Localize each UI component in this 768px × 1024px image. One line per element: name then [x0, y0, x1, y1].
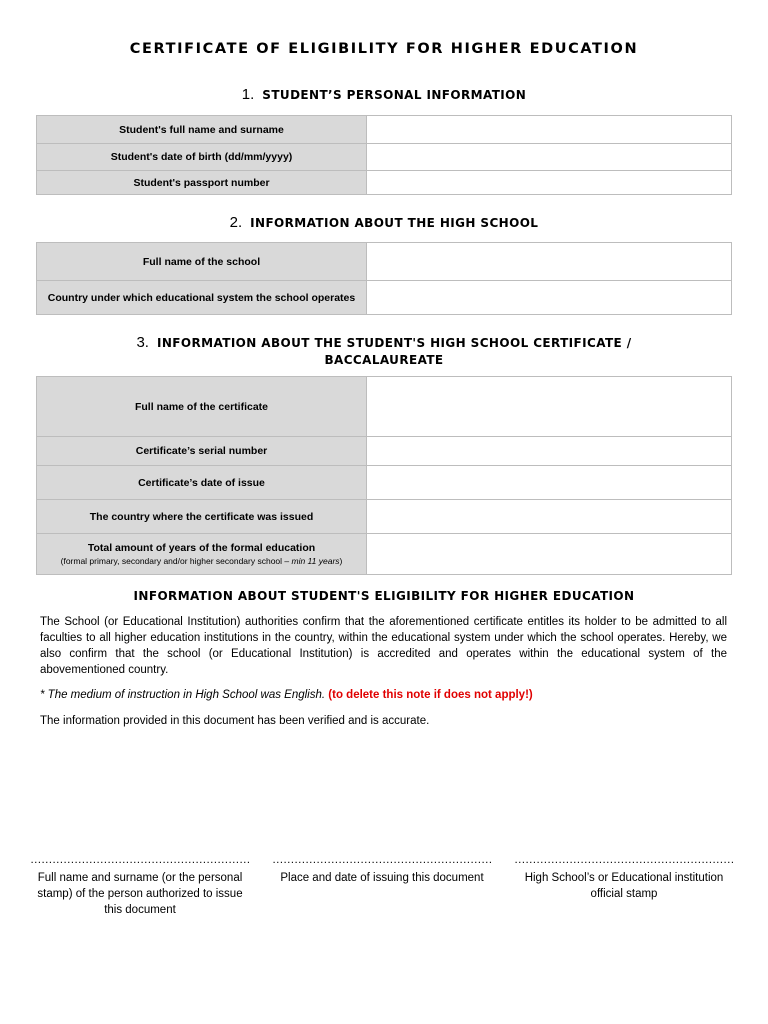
- field-label: Certificate’s serial number: [37, 437, 367, 466]
- signature-block-official-stamp: [514, 852, 734, 902]
- years-note-prefix: (formal primary, secondary and/or higher secondary school –: [60, 556, 292, 566]
- years-note: [43, 556, 360, 566]
- table-row: [37, 500, 732, 534]
- signature-line: ……………………………………………………: [514, 854, 734, 866]
- eligibility-paragraph: The School (or Educational Institution) authorities confirm that the aforementioned certificate entitles its holder to be admitted to all faculties to all higher education institutions in the country, within the educational system under which the school operates. Hereby, we also confirm that the school (or Educational Institution) is accredited and operates within the educational system of the abovementioned country.: [40, 616, 727, 676]
- table-row: [37, 534, 732, 575]
- signature-line: ……………………………………………………: [272, 854, 492, 866]
- section-3-heading: [0, 334, 768, 367]
- signature-block-place-date: [272, 852, 492, 886]
- signature-caption: Full name and surname (or the personal stamp) of the person authorized to issue this document: [37, 872, 243, 916]
- passport-number-field[interactable]: [367, 171, 732, 195]
- signature-caption: Place and date of issuing this document: [280, 872, 484, 884]
- field-label: Student's date of birth (dd/mm/yyyy): [37, 144, 367, 171]
- field-label: [37, 534, 367, 575]
- field-label: Certificate’s date of issue: [37, 466, 367, 500]
- full-name-field[interactable]: [367, 116, 732, 144]
- medium-note: [40, 687, 727, 703]
- section-2-heading: [0, 214, 768, 231]
- section-2-number: 2.: [229, 214, 243, 231]
- table-row: [37, 243, 732, 281]
- section-1-title: STUDENT’S PERSONAL INFORMATION: [262, 88, 527, 102]
- table-row: [37, 144, 732, 171]
- eligibility-heading: INFORMATION ABOUT STUDENT'S ELIGIBILITY FOR HIGHER EDUCATION: [133, 589, 635, 603]
- school-name-field[interactable]: [367, 243, 732, 281]
- field-label: Full name of the school: [37, 243, 367, 281]
- personal-info-table: [36, 115, 732, 195]
- table-row: [37, 377, 732, 437]
- school-country-field[interactable]: [367, 281, 732, 315]
- table-row: [37, 116, 732, 144]
- years-note-suffix: ): [339, 556, 343, 566]
- years-label: Total amount of years of the formal education: [87, 542, 316, 554]
- section-3-number: 3.: [136, 334, 149, 351]
- section-3-title-line1: INFORMATION ABOUT THE STUDENT'S HIGH SCHOOL CERTIFICATE /: [156, 336, 632, 350]
- section-1-number: 1.: [241, 86, 255, 103]
- years-note-min: min 11 years: [291, 556, 340, 566]
- table-row: [37, 437, 732, 466]
- date-of-birth-field[interactable]: [367, 144, 732, 171]
- medium-note-text: * The medium of instruction in High School was English.: [40, 689, 326, 701]
- delete-note-text: (to delete this note if does not apply!): [328, 689, 533, 701]
- signature-block-authorized-person: [30, 852, 250, 918]
- section-1-heading: [0, 86, 768, 103]
- signature-line: ……………………………………………………: [30, 854, 250, 866]
- field-label: The country where the certificate was issued: [37, 500, 367, 534]
- field-label: Full name of the certificate: [37, 377, 367, 437]
- serial-number-field[interactable]: [367, 437, 732, 466]
- signature-caption: High School’s or Educational institution official stamp: [524, 872, 724, 900]
- date-of-issue-field[interactable]: [367, 466, 732, 500]
- table-row: [37, 171, 732, 195]
- issuing-country-field[interactable]: [367, 500, 732, 534]
- field-label: Country under which educational system the school operates: [37, 281, 367, 315]
- section-3-title-line2: BACCALAUREATE: [324, 353, 444, 367]
- section-2-title: INFORMATION ABOUT THE HIGH SCHOOL: [250, 216, 539, 230]
- verified-statement: The information provided in this document has been verified and is accurate.: [40, 715, 430, 727]
- table-row: [37, 281, 732, 315]
- years-of-education-field[interactable]: [367, 534, 732, 575]
- high-school-table: [36, 242, 732, 315]
- field-label: Student's full name and surname: [37, 116, 367, 144]
- field-label: Student's passport number: [37, 171, 367, 195]
- certificate-table: [36, 376, 732, 575]
- document-title: CERTIFICATE OF ELIGIBILITY FOR HIGHER EDUCATION: [129, 41, 639, 57]
- table-row: [37, 466, 732, 500]
- certificate-name-field[interactable]: [367, 377, 732, 437]
